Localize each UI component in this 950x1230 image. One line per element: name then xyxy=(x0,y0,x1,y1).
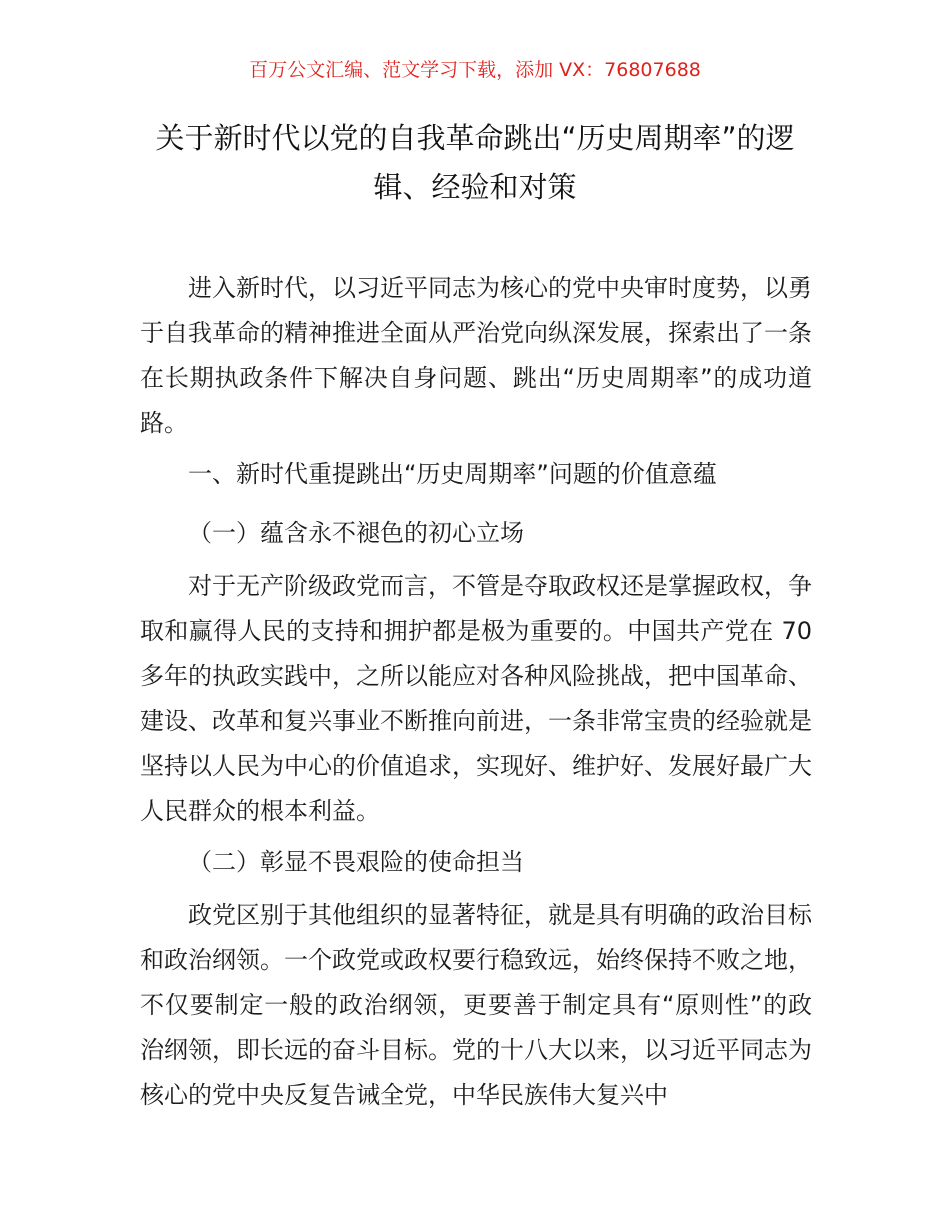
subsection-paragraph-2: 政党区别于其他组织的显著特征，就是具有明确的政治目标和政治纲领。一个政党或政权要行稳致远，始终保持不败之地，不仅要制定一般的政治纲领，更要善于制定具有“原则性”的政治纲领，即长远的奋斗目标。党的十八大以来，以习近平同志为核心的党中央反复告诫全党，中华民族伟大复兴中 xyxy=(140,901,812,1109)
subsection-paragraph-1: 对于无产阶级政党而言，不管是夺取政权还是掌握政权，争取和赢得人民的支持和拥护都是极为重要的。中国共产党在 70 多年的执政实践中，之所以能应对各种风险挑战，把中国革命、建设、改革和复兴事业不断推向前进，一条非常宝贵的经验就是坚持以人民为中心的价值追求，实现好、维护好、发展好最广大人民群众的根本利益。 xyxy=(140,572,812,825)
document-title: 关于新时代以党的自我革命跳出“历史周期率”的逻辑、经验和对策 xyxy=(155,121,795,204)
intro-paragraph: 进入新时代，以习近平同志为核心的党中央审时度势，以勇于自我革命的精神推进全面从严治党向纵深发展，探索出了一条在长期执政条件下解决自身问题、跳出“历史周期率”的成功道路。 xyxy=(140,274,812,437)
document-body xyxy=(140,266,812,1124)
subsection-heading-1: （一）蕴含永不褪色的初心立场 xyxy=(188,519,524,547)
section-heading-1: 一、新时代重提跳出“历史周期率”问题的价值意蕴 xyxy=(188,460,717,488)
watermark-text: 百万公文汇编、范文学习下载，添加 VX：76807688 xyxy=(249,59,701,81)
subsection-heading-2: （二）彰显不畏艰险的使命担当 xyxy=(188,848,524,876)
